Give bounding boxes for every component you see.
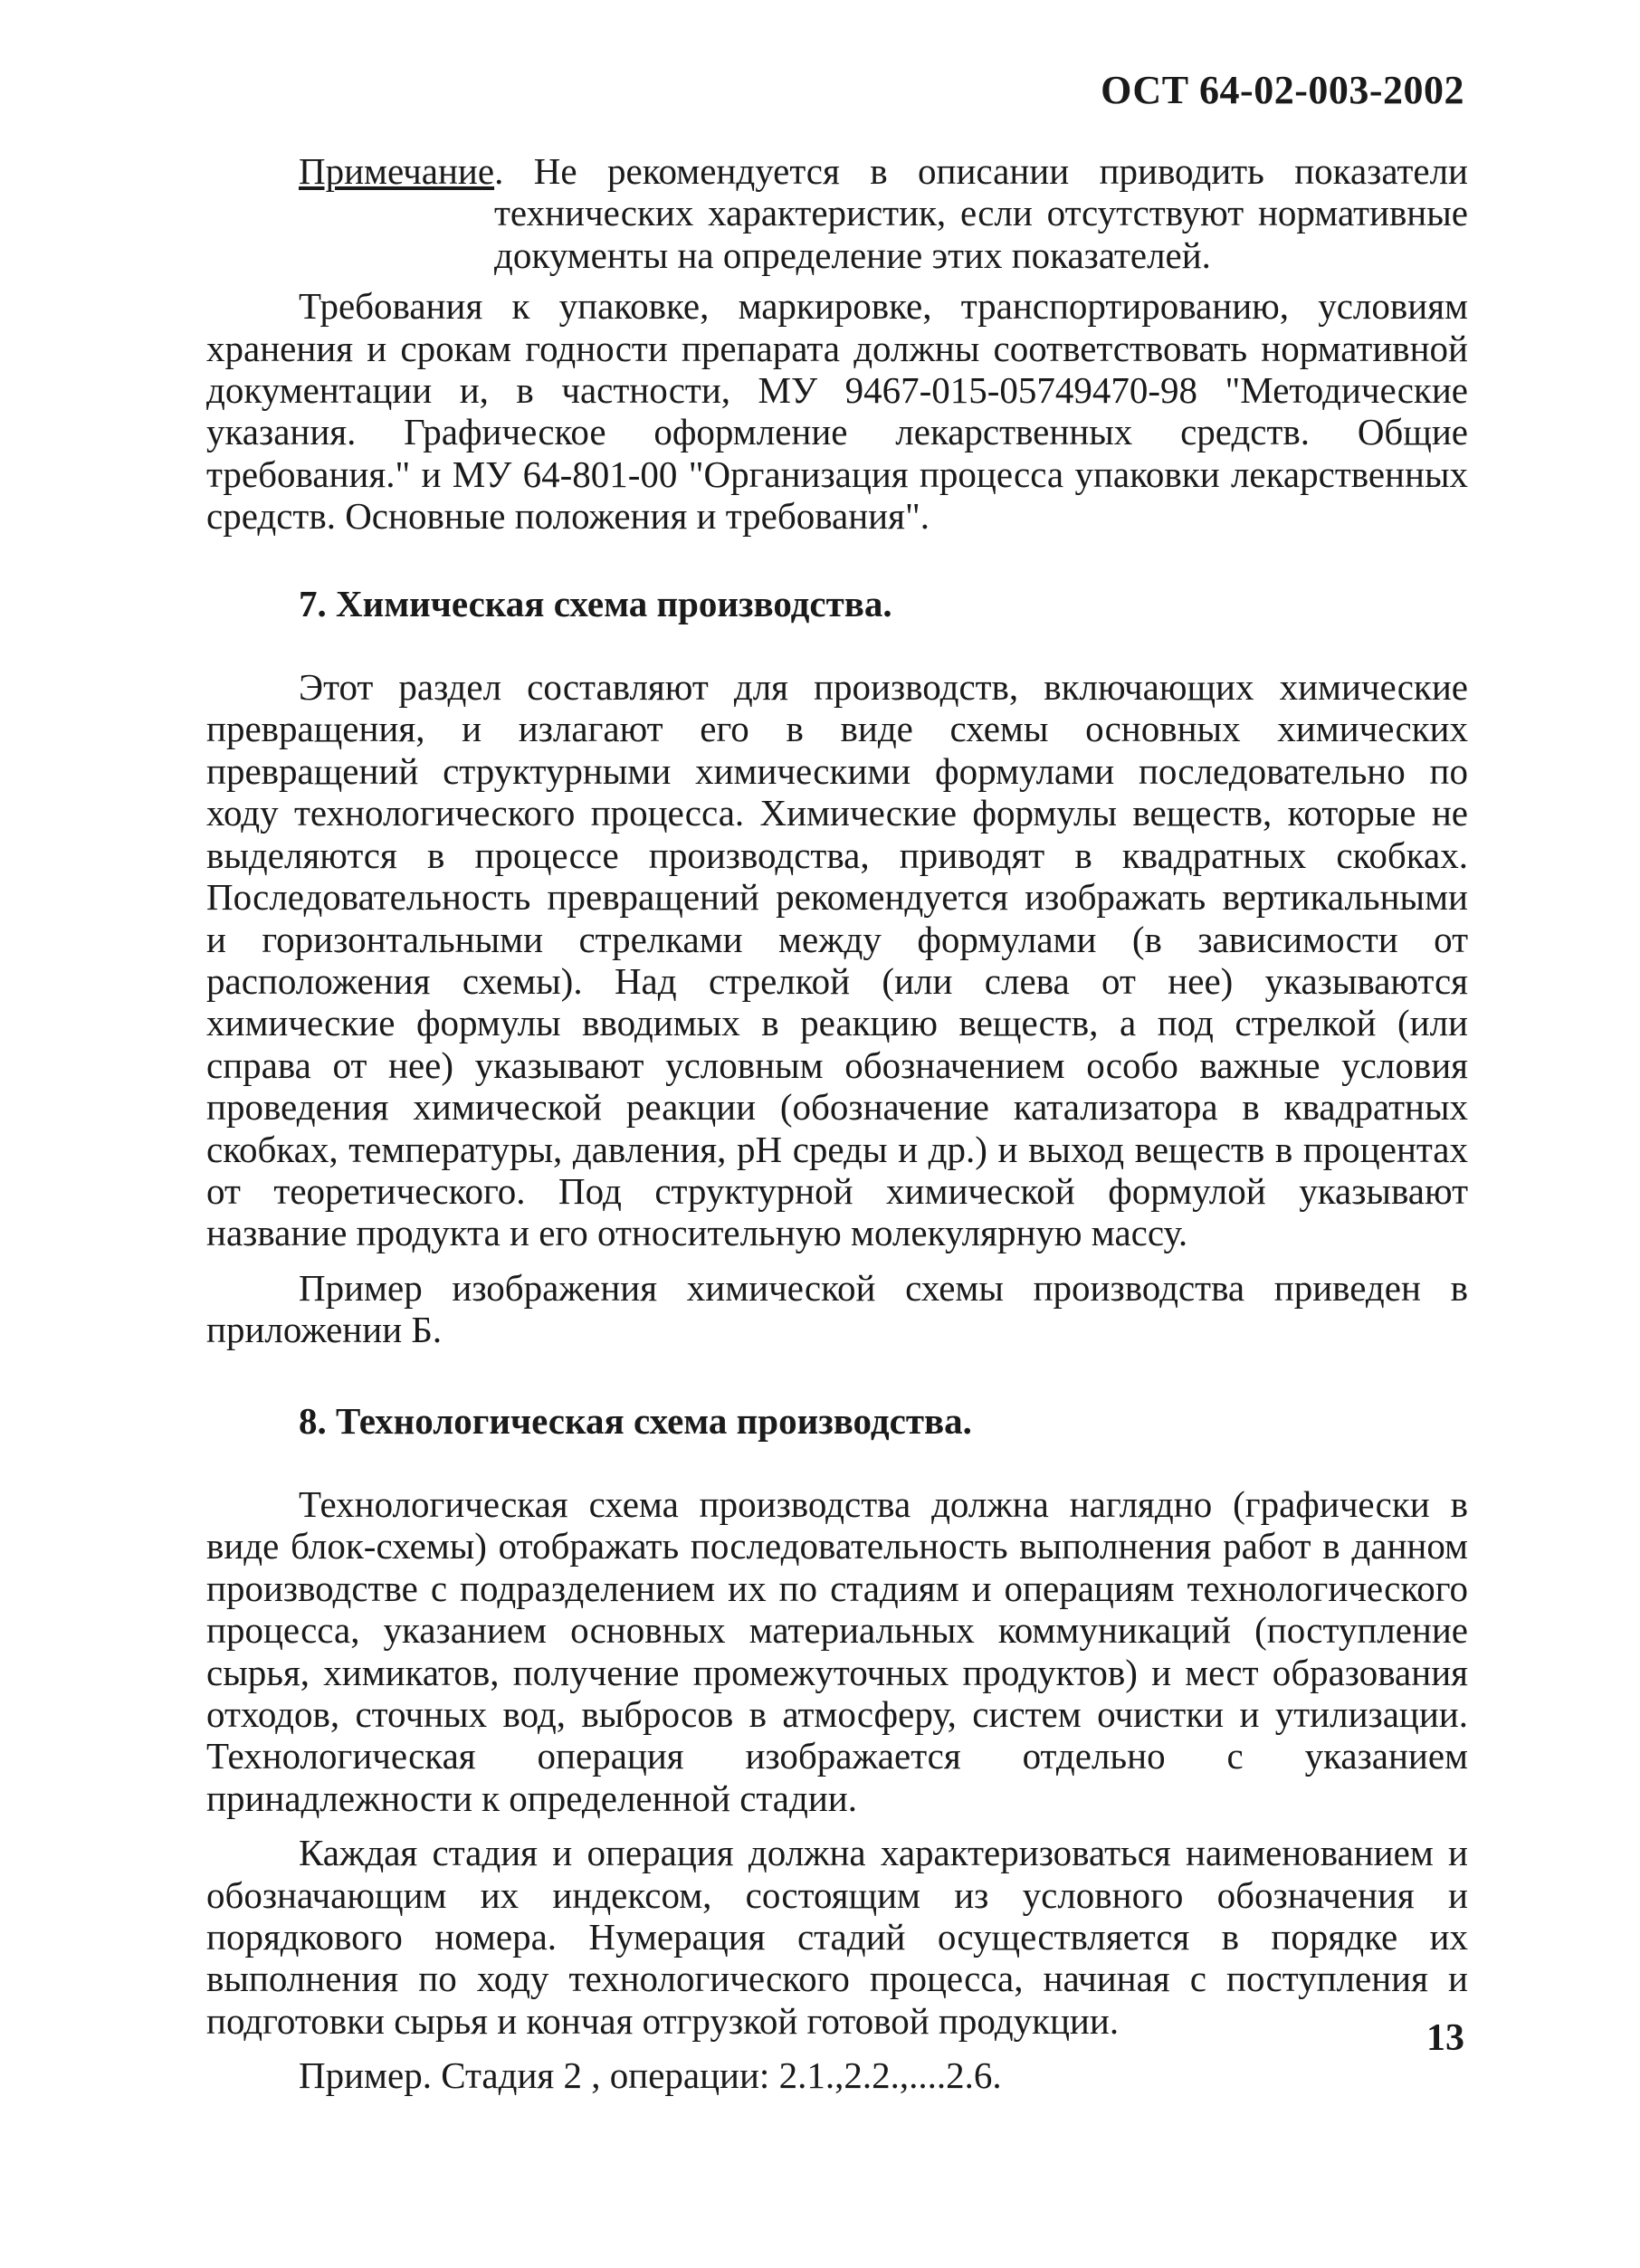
document-body bbox=[206, 150, 1468, 2097]
note-paragraph bbox=[206, 150, 1468, 276]
section-7-heading: 7. Химическая схема производства. bbox=[299, 582, 892, 624]
chem-scheme-paragraph-2: Пример изображения химической схемы производства приведен в приложении Б. bbox=[206, 1266, 1468, 1351]
note-label: Примечание bbox=[299, 150, 495, 192]
document-code: ОСТ 64-02-003-2002 bbox=[1101, 68, 1464, 112]
page-number: 13 bbox=[1426, 2017, 1464, 2059]
tech-scheme-example: Пример. Стадия 2 , операции: 2.1.,2.2.,....2.6. bbox=[299, 2054, 1002, 2097]
section-8-heading: 8. Технологическая схема производства. bbox=[299, 1399, 972, 1442]
tech-scheme-paragraph-1: Технологическая схема производства должна наглядно (графически в виде блок-схемы) отображать последовательность выполнения работ в данном производстве с подразделением их по стадиям и операциям технологического процесса, указанием основных материальных коммуникаций (поступление сырья, химикатов, получение промежуточных продуктов) и мест образования отходов, сточных вод, выбросов в атмосферу, систем очистки и утилизации. Технологическая операция изображается отдельно с указанием принадлежности к определенной стадии. bbox=[206, 1482, 1468, 1819]
note-text: . Не рекомендуется в описании приводить показатели технических характеристик, если отсутствуют нормативные документы на определение этих показателей. bbox=[494, 150, 1468, 276]
chem-scheme-paragraph-1: Этот раздел составляют для производств, включающих химические превращения, и излагают его в виде схемы основных химических превращений структурными химическими формулами последовательно по ходу технологического процесса. Химические формулы веществ, которые не выделяются в процессе производства, приводят в квадратных скобках. Последовательность превращений рекомендуется изображать вертикальными и горизонтальными стрелками между формулами (в зависимости от расположения схемы). Над стрелкой (или слева от нее) указываются химические формулы вводимых в реакцию веществ, а под стрелкой (или справа от нее) указывают условным обозначением особо важные условия проведения химической реакции (обозначение катализатора в квадратных скобках, температуры, давления, pH среды и др.) и выход веществ в процентах от теоретического. Под структурной химической формулой указывают название продукта и его относительную молекулярную массу. bbox=[206, 666, 1468, 1254]
packaging-paragraph: Требования к упаковке, маркировке, транспортированию, условиям хранения и срокам годности препарата должны соответствовать нормативной документации и, в частности, МУ 9467-015-05749470-98 "Методические указания. Графическое оформление лекарственных средств. Общие требования." и МУ 64-801-00 "Организация процесса упаковки лекарственных средств. Основные положения и требования". bbox=[206, 285, 1468, 538]
tech-scheme-paragraph-2: Каждая стадия и операция должна характеризоваться наименованием и обозначающим их индексом, состоящим из условного обозначения и порядкового номера. Нумерация стадий осуществляется в порядке их выполнения по ходу технологического процесса, начиная с поступления и подготовки сырья и кончая отгрузкой готовой продукции. bbox=[206, 1832, 1468, 2042]
